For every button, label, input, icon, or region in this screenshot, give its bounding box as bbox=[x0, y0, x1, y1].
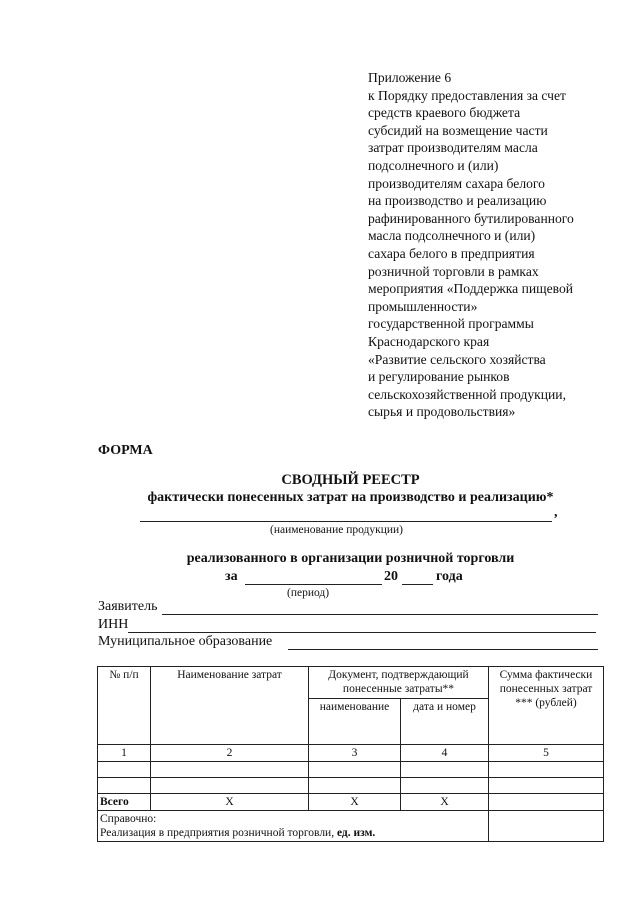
realized-label: реализованного в организации розничной торговли bbox=[186, 551, 515, 566]
reference-text-line bbox=[100, 826, 486, 840]
product-comma: , bbox=[554, 505, 558, 520]
table-cell[interactable] bbox=[489, 778, 604, 794]
appendix-block bbox=[368, 69, 633, 421]
table-cell[interactable] bbox=[401, 762, 489, 778]
table-cell[interactable] bbox=[98, 778, 151, 794]
reference-text: Реализация в предприятия розничной торговли, bbox=[100, 827, 335, 839]
total-x-mark: Х bbox=[401, 794, 489, 811]
product-hint: (наименование продукции) bbox=[270, 524, 404, 536]
total-label: Всего bbox=[98, 794, 151, 811]
appendix-line: затрат производителям масла bbox=[368, 140, 538, 156]
appendix-line: средств краевого бюджета bbox=[368, 105, 521, 121]
inn-label: ИНН bbox=[98, 617, 129, 632]
total-row bbox=[98, 794, 604, 811]
period-hint: (период) bbox=[287, 587, 330, 599]
period-prefix: за bbox=[225, 569, 238, 584]
municipality-label: Муниципальное образование bbox=[98, 634, 273, 649]
period-year-line[interactable] bbox=[402, 570, 433, 585]
registry-table bbox=[97, 666, 604, 842]
appendix-line: и регулирование рынков bbox=[368, 369, 510, 385]
product-name-line[interactable] bbox=[140, 507, 552, 522]
appendix-line: мероприятия «Поддержка пищевой bbox=[368, 281, 574, 297]
header-num: № п/п bbox=[98, 667, 151, 745]
appendix-line: Краснодарского края bbox=[368, 333, 490, 349]
appendix-line: промышленности» bbox=[368, 298, 478, 314]
applicant-label: Заявитель bbox=[98, 599, 158, 614]
appendix-line: к Порядку предоставления за счет bbox=[368, 87, 566, 103]
reference-row bbox=[98, 811, 604, 842]
appendix-line: сельскохозяйственной продукции, bbox=[368, 386, 566, 402]
appendix-line: «Развитие сельского хозяйства bbox=[368, 351, 546, 367]
col-number-5: 5 bbox=[489, 745, 604, 762]
appendix-line: сырья и продовольствия» bbox=[368, 404, 516, 420]
total-x-mark: Х bbox=[151, 794, 309, 811]
appendix-line: субсидий на возмещение части bbox=[368, 122, 548, 138]
header-sum: Сумма фактически понесенных затрат *** (рублей) bbox=[489, 667, 604, 745]
appendix-line: масла подсолнечного и (или) bbox=[368, 228, 536, 244]
header-doc-name: наименование bbox=[309, 699, 401, 745]
reference-label: Справочно: bbox=[100, 813, 157, 825]
total-sum-cell[interactable] bbox=[489, 794, 604, 811]
table-cell[interactable] bbox=[151, 762, 309, 778]
table-cell[interactable] bbox=[489, 762, 604, 778]
table-cell[interactable] bbox=[151, 778, 309, 794]
document-title: СВОДНЫЙ РЕЕСТР bbox=[281, 472, 420, 488]
reference-value-cell[interactable] bbox=[489, 811, 604, 842]
document-subtitle: фактически понесенных затрат на производство и реализацию* bbox=[147, 490, 554, 505]
col-number-2: 2 bbox=[151, 745, 309, 762]
table-cell[interactable] bbox=[98, 762, 151, 778]
appendix-line: государственной программы bbox=[368, 316, 534, 332]
appendix-line: подсолнечного и (или) bbox=[368, 157, 499, 173]
col-number-1: 1 bbox=[98, 745, 151, 762]
header-document: Документ, подтверждающий понесенные затраты** bbox=[309, 667, 489, 699]
appendix-line: рафинированного бутилированного bbox=[368, 210, 574, 226]
header-doc-date: дата и номер bbox=[401, 699, 489, 745]
header-cost-name: Наименование затрат bbox=[151, 667, 309, 745]
municipality-line[interactable] bbox=[288, 635, 598, 650]
inn-line[interactable] bbox=[128, 618, 596, 633]
table-cell[interactable] bbox=[309, 778, 401, 794]
applicant-line[interactable] bbox=[162, 600, 598, 615]
table-cell[interactable] bbox=[309, 762, 401, 778]
period-suffix: года bbox=[436, 569, 463, 584]
form-label: ФОРМА bbox=[98, 443, 153, 458]
table-row bbox=[98, 778, 604, 794]
period-year-prefix: 20 bbox=[384, 569, 398, 584]
total-x-mark: Х bbox=[309, 794, 401, 811]
reference-unit: ед. изм. bbox=[336, 827, 376, 839]
appendix-line: производителям сахара белого bbox=[368, 175, 545, 191]
appendix-line: Приложение 6 bbox=[368, 70, 452, 85]
appendix-line: розничной торговли в рамках bbox=[368, 263, 539, 279]
appendix-line: сахара белого в предприятия bbox=[368, 245, 535, 261]
col-number-3: 3 bbox=[309, 745, 401, 762]
period-line[interactable] bbox=[245, 570, 382, 585]
table-cell[interactable] bbox=[401, 778, 489, 794]
table-row bbox=[98, 762, 604, 778]
col-number-4: 4 bbox=[401, 745, 489, 762]
appendix-line: на производство и реализацию bbox=[368, 193, 547, 209]
reference-cell bbox=[98, 811, 489, 842]
